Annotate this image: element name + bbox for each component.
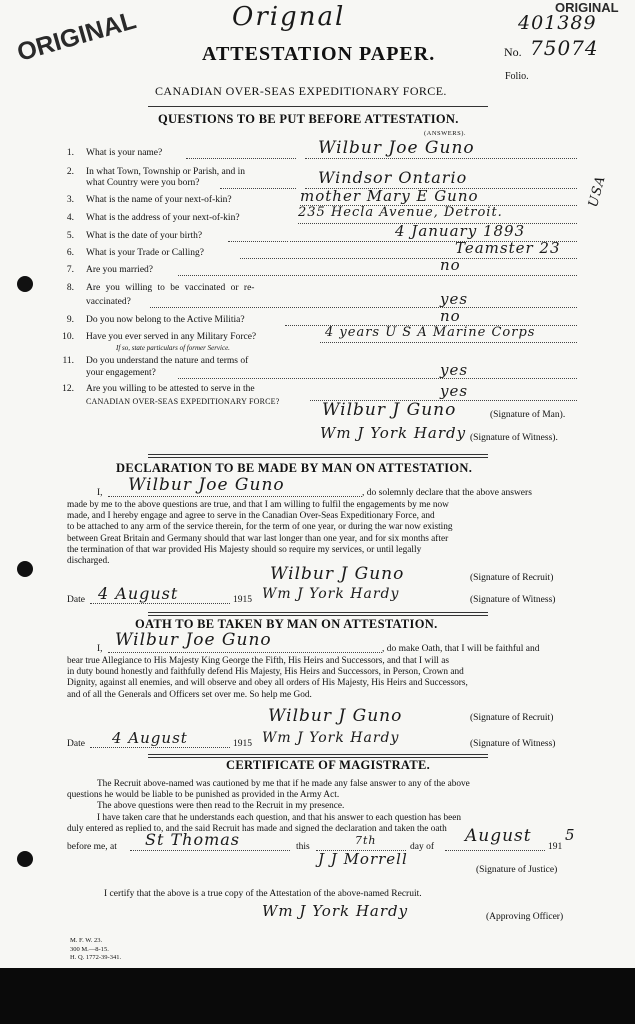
question-number: 12. (62, 384, 74, 394)
original-handwritten: Orignal (232, 2, 346, 32)
oath-date-label: Date (67, 739, 85, 749)
declaration-signature-witness: Wm J York Hardy (262, 586, 400, 602)
signature-witness-label: (Signature of Witness). (470, 433, 558, 443)
answer-next-of-kin: mother Mary E Guno (300, 187, 479, 205)
declaration-signature-recruit-label: (Signature of Recruit) (470, 573, 554, 583)
question-number: 6. (66, 248, 74, 258)
divider (148, 454, 488, 458)
divider (148, 106, 488, 107)
question-text: What is the address of your next-of-kin? (86, 213, 240, 223)
declaration-line-start: , do solemnly declare that the above answers (362, 488, 532, 498)
question-text: your engagement? (86, 368, 156, 378)
divider (148, 612, 488, 616)
declaration-year: 1915 (233, 595, 252, 605)
magistrate-month: August (465, 826, 532, 846)
question-number: 9. (66, 315, 74, 325)
oath-body: bear true Allegiance to His Majesty King George the Fifth, His Heirs and Successors, and that I will as in duty bound honestly and faithfully defend His Majesty, His Heirs and Successors, in Person, Crown and Dignity, against all enemies, and will observe and obey all orders of His Majesty, His Heirs and Successors, and of all the Generals and Officers set over me. So help me God. (67, 656, 468, 700)
question-note: If so, state particulars of former Service. (116, 344, 230, 352)
question-number: 1. (66, 148, 74, 158)
magistrate-day: 7th (355, 834, 377, 847)
original-stamp-left: ORIGINAL (14, 6, 140, 67)
declaration-date: 4 August (98, 584, 179, 603)
answers-label: (ANSWERS). (424, 130, 467, 137)
this-label: this (296, 842, 310, 852)
oath-year: 1915 (233, 739, 252, 749)
answer-next-of-kin-address: 235 Hecla Avenue, Detroit. (298, 205, 503, 220)
punch-hole-bottom (17, 851, 33, 867)
question-text: What is your name? (86, 148, 163, 158)
declaration-signature-witness-label: (Signature of Witness) (470, 595, 556, 605)
question-text: what Country were you born? (86, 178, 200, 188)
day-of-label: day of (410, 842, 435, 852)
answer-name: Wilbur Joe Guno (318, 138, 475, 158)
no-label: No. (504, 45, 522, 59)
print-code: 300 M.—8-15. (70, 946, 109, 953)
question-text: Do you understand the nature and terms of (86, 356, 249, 366)
signature-justice-label: (Signature of Justice) (476, 865, 558, 875)
question-number: 2. (66, 167, 74, 177)
certify-text: I certify that the above is a true copy of the Attestation of the above-named Recruit. (104, 889, 422, 899)
oath-line-start: , do make Oath, that I will be faithful and (382, 644, 540, 654)
questions-heading: QUESTIONS TO BE PUT BEFORE ATTESTATION. (158, 112, 459, 126)
question-text: What is the name of your next-of-kin? (86, 195, 232, 205)
question-number: 3. (66, 195, 74, 205)
answer-trade: Teamster 23 (455, 239, 561, 257)
question-number: 11. (62, 356, 74, 366)
oath-heading: OATH TO BE TAKEN BY MAN ON ATTESTATION. (135, 617, 438, 631)
question-text: Are you willing to be attested to serve in the (86, 384, 255, 394)
declaration-name: Wilbur Joe Guno (128, 475, 285, 495)
oath-signature-recruit-label: (Signature of Recruit) (470, 713, 554, 723)
answer-birthplace: Windsor Ontario (318, 168, 468, 187)
approving-officer-label: (Approving Officer) (486, 912, 564, 922)
margin-note: USA (586, 173, 609, 209)
oath-name: Wilbur Joe Guno (115, 630, 272, 650)
question-number: 4. (66, 213, 74, 223)
signature-witness: Wm J York Hardy (320, 424, 467, 442)
signature-approving-officer: Wm J York Hardy (262, 902, 409, 920)
original-stamp-top-right: ORIGINAL (555, 0, 619, 15)
answer-willing: yes (440, 382, 469, 400)
subtitle: CANADIAN OVER-SEAS EXPEDITIONARY FORCE. (155, 84, 447, 98)
declaration-i: I, (97, 488, 103, 498)
magistrate-body: The Recruit above-named was cautioned by me that if he made any false answer to any of the above questions he would be liable to be punished as provided in the Army Act. The above questions were then read to the Recruit in my presence. I have taken care that he understands each question, and that his answer to each question has been duly entered as replied to, and the said Recruit has made and signed the declaration and taken the oath (67, 779, 470, 834)
question-number: 10. (62, 332, 74, 342)
oath-i: I, (97, 644, 103, 654)
oath-date: 4 August (112, 729, 188, 747)
signature-man-label: (Signature of Man). (490, 410, 566, 420)
question-number: 5. (66, 231, 74, 241)
declaration-body: made by me to the above questions are true, and that I am willing to fulfil the engagements by me now made, and I hereby engage and agree to serve in the Canadian Over-Seas Expeditionary Force, and to be attached to any arm of the service therein, for the term of one year, or during the war now existing between Great Britain and Germany should that war last longer than one year, and for six months after the termination of that war provided His Majesty should so require my services, or until legally discharged. (67, 500, 453, 567)
question-text: Have you ever served in any Military Force? (86, 332, 257, 342)
question-text: Are you married? (86, 265, 153, 275)
declaration-heading: DECLARATION TO BE MADE BY MAN ON ATTESTATION. (116, 461, 473, 475)
question-number: 7. (66, 265, 74, 275)
declaration-signature-recruit: Wilbur J Guno (270, 564, 405, 584)
form-code: M. F. W. 23. (70, 937, 103, 944)
attestation-number: 75074 (530, 36, 599, 60)
before-me-label: before me, at (67, 842, 117, 852)
answer-vaccinated: yes (440, 290, 469, 308)
registration-number: 401389 (518, 12, 597, 34)
folio-label: Folio. (505, 71, 529, 82)
answer-military-service: 4 years U S A Marine Corps (325, 325, 536, 340)
signature-justice: J J Morrell (318, 850, 408, 868)
hq-code: H. Q. 1772-39-341. (70, 954, 122, 961)
answer-understand: yes (440, 361, 469, 379)
scan-border (0, 968, 635, 1024)
question-text: What is the date of your birth? (86, 231, 203, 241)
punch-hole-top (17, 276, 33, 292)
question-text: Do you now belong to the Active Militia? (86, 315, 245, 325)
oath-signature-recruit: Wilbur J Guno (268, 706, 403, 726)
magistrate-year-prefix: 191 (548, 842, 563, 852)
magistrate-year-suffix: 5 (565, 826, 576, 844)
question-text: What is your Trade or Calling? (86, 248, 204, 258)
magistrate-place: St Thomas (145, 830, 241, 849)
punch-hole-middle (17, 561, 33, 577)
oath-signature-witness-label: (Signature of Witness) (470, 739, 556, 749)
signature-man: Wilbur J Guno (322, 400, 457, 420)
question-text: Are you willing to be vaccinated or re- (86, 283, 255, 293)
oath-signature-witness: Wm J York Hardy (262, 730, 400, 746)
question-text: In what Town, Township or Parish, and in (86, 167, 246, 177)
answer-militia: no (440, 307, 461, 325)
question-text: vaccinated? (86, 297, 131, 307)
answer-married: no (440, 256, 461, 274)
magistrate-heading: CERTIFICATE OF MAGISTRATE. (226, 758, 431, 772)
question-text: CANADIAN OVER-SEAS EXPEDITIONARY FORCE? (86, 397, 280, 406)
declaration-date-label: Date (67, 595, 85, 605)
question-number: 8. (66, 283, 74, 293)
document-title: ATTESTATION PAPER. (202, 43, 436, 65)
answer-birth-date: 4 January 1893 (395, 222, 526, 240)
